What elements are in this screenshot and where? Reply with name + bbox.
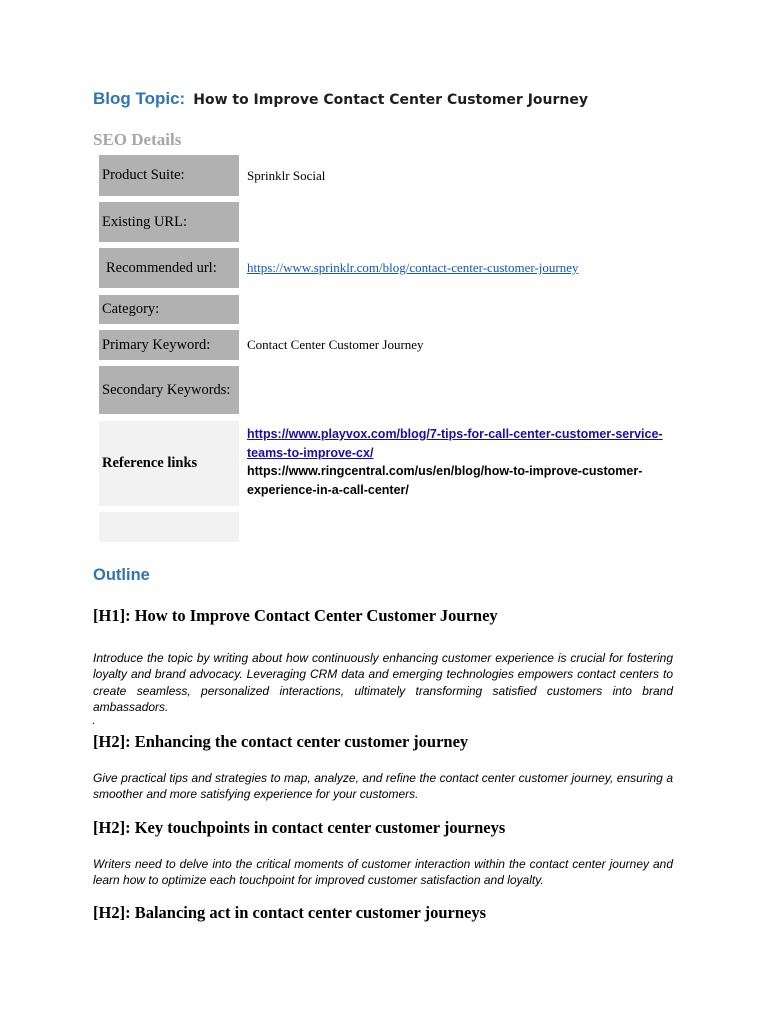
seo-details-heading: SEO Details xyxy=(93,130,182,149)
h1-heading: [H1]: How to Improve Contact Center Customer Journey xyxy=(93,606,498,625)
blog-topic-title: How to Improve Contact Center Customer Journey xyxy=(193,92,588,108)
seo-row-category xyxy=(99,295,679,324)
seo-value-existing-url xyxy=(247,202,679,242)
seo-row-empty xyxy=(99,512,679,542)
seo-row-existing-url xyxy=(99,202,679,242)
seo-value-product-suite: Sprinklr Social xyxy=(247,167,326,183)
h2-description-touchpoints: Writers need to delve into the critical moments of customer interaction within the contact center journey and learn how to optimize each touchpoint for improved customer satisfaction and loyalty. xyxy=(93,857,673,888)
seo-row-reference-links xyxy=(99,421,679,506)
seo-value-reference-links xyxy=(247,421,679,506)
seo-label-reference-links: Reference links xyxy=(99,421,239,506)
blog-topic-label: Blog Topic: xyxy=(93,89,186,108)
stray-mark: . xyxy=(92,713,95,727)
blog-topic xyxy=(93,89,588,109)
seo-value-category xyxy=(247,295,679,324)
seo-label-product-suite: Product Suite: xyxy=(99,155,239,196)
seo-value-primary-keyword: Contact Center Customer Journey xyxy=(247,337,424,352)
seo-label-secondary-keywords: Secondary Keywords: xyxy=(99,366,239,414)
h2-heading-balancing: [H2]: Balancing act in contact center customer journeys xyxy=(93,903,487,922)
outline-heading: Outline xyxy=(93,566,150,584)
h2-description-enhancing: Give practical tips and strategies to map, analyze, and refine the contact center customer journey, ensuring a smoother and more satisfying experience for your customers. xyxy=(93,771,673,802)
seo-row-secondary-keywords xyxy=(99,366,679,414)
seo-row-recommended-url xyxy=(99,248,679,288)
seo-value-empty xyxy=(247,512,679,542)
h2-heading-touchpoints: [H2]: Key touchpoints in contact center customer journeys xyxy=(93,818,506,837)
seo-value-recommended-url xyxy=(247,248,679,288)
seo-row-product-suite xyxy=(99,155,679,196)
seo-row-primary-keyword xyxy=(99,330,679,360)
seo-label-category: Category: xyxy=(99,295,239,324)
recommended-url-link[interactable]: https://www.sprinklr.com/blog/contact-center-customer-journey xyxy=(247,260,579,275)
seo-value-secondary-keywords xyxy=(247,366,679,414)
h1-description: Introduce the topic by writing about how continuously enhancing customer experience is crucial for fostering loyalty and brand advocacy. Leveraging CRM data and emerging technologies empowers contact centers to create seamless, personalized interactions, ultimately transforming satisfied customers into brand ambassadors. xyxy=(93,651,673,714)
seo-label-primary-keyword: Primary Keyword: xyxy=(99,330,239,360)
seo-label-empty xyxy=(99,512,239,542)
reference-link-playvox[interactable]: https://www.playvox.com/blog/7-tips-for-call-center-customer-service-teams-to-improve-cx/ xyxy=(247,427,663,460)
seo-label-existing-url: Existing URL: xyxy=(99,202,239,242)
seo-label-recommended-url: Recommended url: xyxy=(99,248,239,288)
h2-heading-enhancing: [H2]: Enhancing the contact center customer journey xyxy=(93,732,469,751)
reference-link-ringcentral: https://www.ringcentral.com/us/en/blog/how-to-improve-customer-experience-in-a-call-center/ xyxy=(247,464,643,497)
